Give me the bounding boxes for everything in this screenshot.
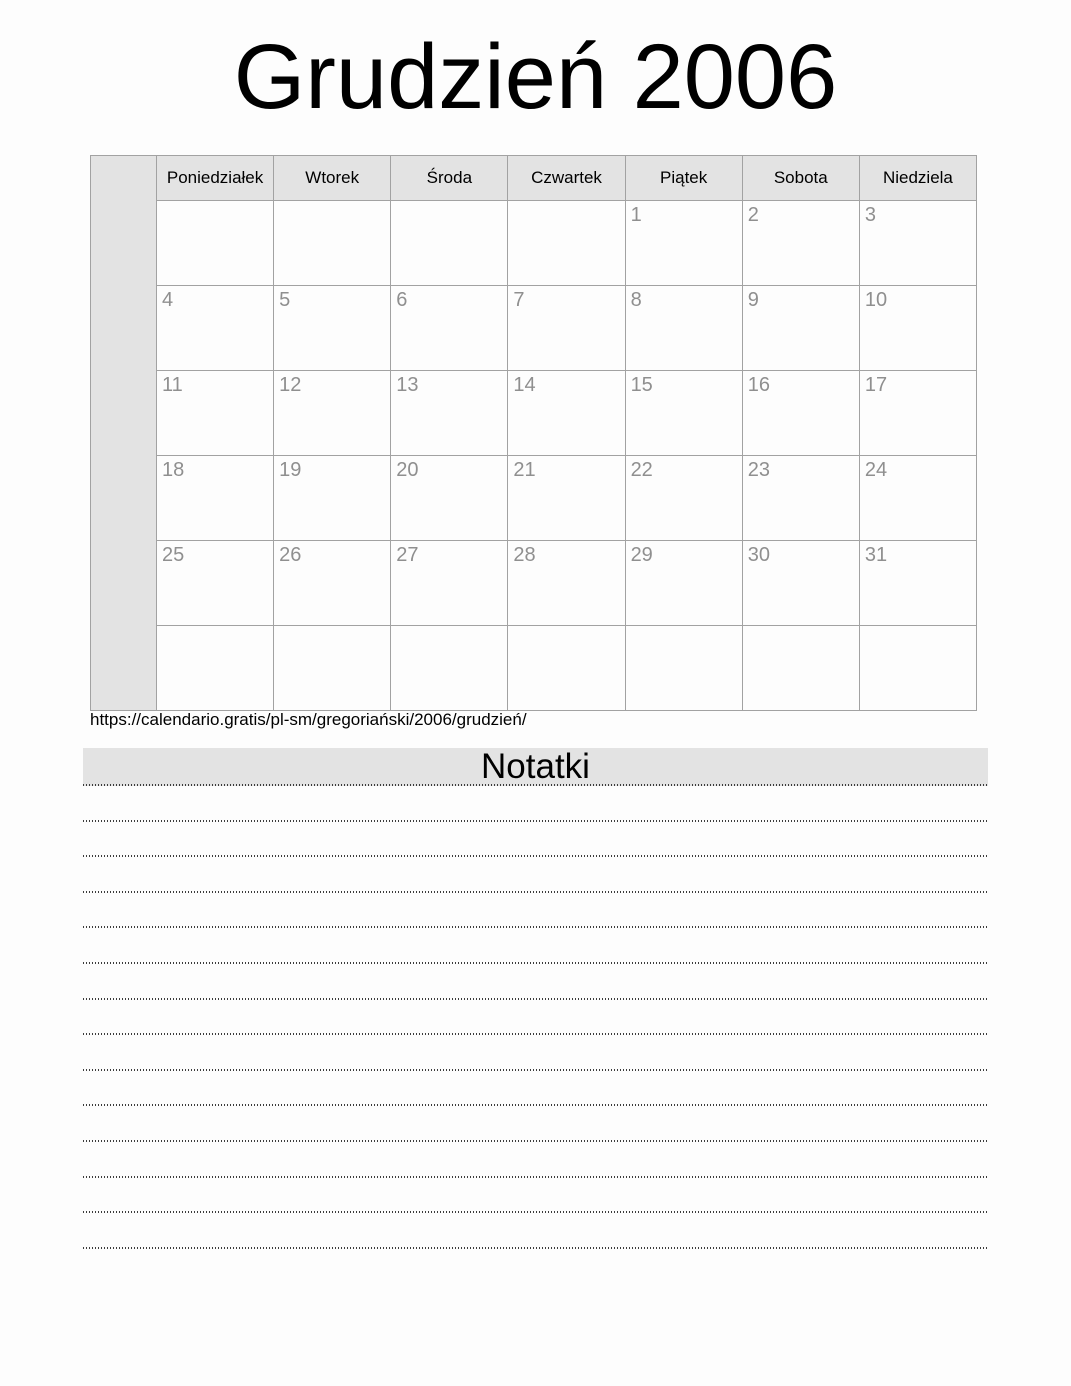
calendar-week-row xyxy=(91,371,977,456)
day-cell xyxy=(157,286,274,371)
day-number: 21 xyxy=(513,459,536,481)
note-line xyxy=(83,893,988,929)
day-number: 15 xyxy=(630,374,653,396)
day-cell xyxy=(274,286,391,371)
day-cell xyxy=(391,286,508,371)
day-cell xyxy=(274,371,391,456)
notes-section xyxy=(83,748,988,1249)
day-cell xyxy=(742,626,859,711)
day-cell xyxy=(508,371,625,456)
note-line xyxy=(83,1142,988,1178)
day-cell xyxy=(625,286,742,371)
calendar-header-row xyxy=(91,156,977,201)
note-line xyxy=(83,822,988,858)
day-cell xyxy=(274,541,391,626)
calendar-week-row xyxy=(91,201,977,286)
day-number xyxy=(743,636,748,639)
day-header-thursday: Czwartek xyxy=(508,156,625,201)
day-number: 14 xyxy=(513,374,536,396)
calendar-week-row xyxy=(91,541,977,626)
day-number: 22 xyxy=(630,459,653,481)
note-line xyxy=(83,1106,988,1142)
day-number: 17 xyxy=(864,374,888,396)
day-cell xyxy=(157,626,274,711)
day-cell xyxy=(274,626,391,711)
day-cell xyxy=(274,201,391,286)
day-number: 20 xyxy=(396,459,419,481)
day-number: 3 xyxy=(864,204,876,226)
day-number: 23 xyxy=(747,459,770,481)
day-cell xyxy=(391,541,508,626)
calendar-week-row xyxy=(91,286,977,371)
day-number: 7 xyxy=(513,289,525,311)
day-number xyxy=(860,636,865,639)
day-header-sunday: Niedziela xyxy=(859,156,976,201)
day-number: 25 xyxy=(162,544,185,566)
day-number: 27 xyxy=(396,544,419,566)
calendar-left-margin-cell xyxy=(91,156,157,711)
day-number: 18 xyxy=(162,459,185,481)
day-cell xyxy=(508,286,625,371)
day-cell xyxy=(508,626,625,711)
day-cell xyxy=(859,626,976,711)
page-title: Grudzień 2006 xyxy=(233,26,838,128)
day-cell xyxy=(508,201,625,286)
day-cell xyxy=(625,371,742,456)
note-line xyxy=(83,1071,988,1107)
day-number: 30 xyxy=(747,544,770,566)
day-number: 24 xyxy=(864,459,888,481)
note-line xyxy=(83,1000,988,1036)
day-cell xyxy=(157,456,274,541)
calendar-week-row xyxy=(91,456,977,541)
day-cell xyxy=(274,456,391,541)
day-number xyxy=(391,636,396,639)
day-number: 8 xyxy=(630,289,642,311)
day-number: 19 xyxy=(279,459,302,481)
day-cell xyxy=(742,456,859,541)
day-cell xyxy=(742,371,859,456)
day-cell xyxy=(859,456,976,541)
day-cell xyxy=(742,286,859,371)
note-line xyxy=(83,1213,988,1249)
source-url: https://calendario.gratis/pl-sm/gregoriański/2006/grudzień/ xyxy=(90,710,527,729)
note-line xyxy=(83,928,988,964)
calendar-week-row xyxy=(91,626,977,711)
day-number: 29 xyxy=(630,544,653,566)
day-number: 2 xyxy=(747,204,759,226)
day-number: 10 xyxy=(864,289,888,311)
day-number: 26 xyxy=(279,544,302,566)
day-cell xyxy=(859,286,976,371)
note-line xyxy=(83,964,988,1000)
day-number: 13 xyxy=(396,374,419,396)
day-number: 6 xyxy=(396,289,408,311)
day-cell xyxy=(391,456,508,541)
day-number xyxy=(274,636,279,639)
day-number xyxy=(157,636,162,639)
note-line xyxy=(83,1035,988,1071)
day-cell xyxy=(391,371,508,456)
day-header-saturday: Sobota xyxy=(742,156,859,201)
day-header-wednesday: Środa xyxy=(391,156,508,201)
calendar-table xyxy=(90,155,977,711)
day-number: 28 xyxy=(513,544,536,566)
day-number: 31 xyxy=(864,544,888,566)
note-line xyxy=(83,1178,988,1214)
day-number: 9 xyxy=(747,289,759,311)
day-number xyxy=(391,211,396,214)
day-number xyxy=(626,636,631,639)
day-number: 16 xyxy=(747,374,770,396)
day-cell xyxy=(625,201,742,286)
day-number: 12 xyxy=(279,374,302,396)
notes-title: Notatki xyxy=(83,748,988,786)
day-number xyxy=(508,636,513,639)
day-cell xyxy=(391,201,508,286)
day-cell xyxy=(157,371,274,456)
day-cell xyxy=(859,201,976,286)
day-number: 1 xyxy=(630,204,642,226)
day-cell xyxy=(157,201,274,286)
day-number: 5 xyxy=(279,289,291,311)
day-cell xyxy=(859,371,976,456)
note-line xyxy=(83,786,988,822)
day-cell xyxy=(625,456,742,541)
day-cell xyxy=(625,626,742,711)
day-header-friday: Piątek xyxy=(625,156,742,201)
day-cell xyxy=(508,541,625,626)
day-header-tuesday: Wtorek xyxy=(274,156,391,201)
day-number: 4 xyxy=(162,289,174,311)
day-cell xyxy=(742,201,859,286)
day-number xyxy=(508,211,513,214)
note-line xyxy=(83,857,988,893)
day-header-monday: Poniedziałek xyxy=(157,156,274,201)
day-number xyxy=(274,211,279,214)
day-cell xyxy=(625,541,742,626)
day-cell xyxy=(859,541,976,626)
day-number: 11 xyxy=(162,374,183,396)
day-cell xyxy=(742,541,859,626)
day-cell xyxy=(157,541,274,626)
day-number xyxy=(157,211,162,214)
day-cell xyxy=(508,456,625,541)
day-cell xyxy=(391,626,508,711)
